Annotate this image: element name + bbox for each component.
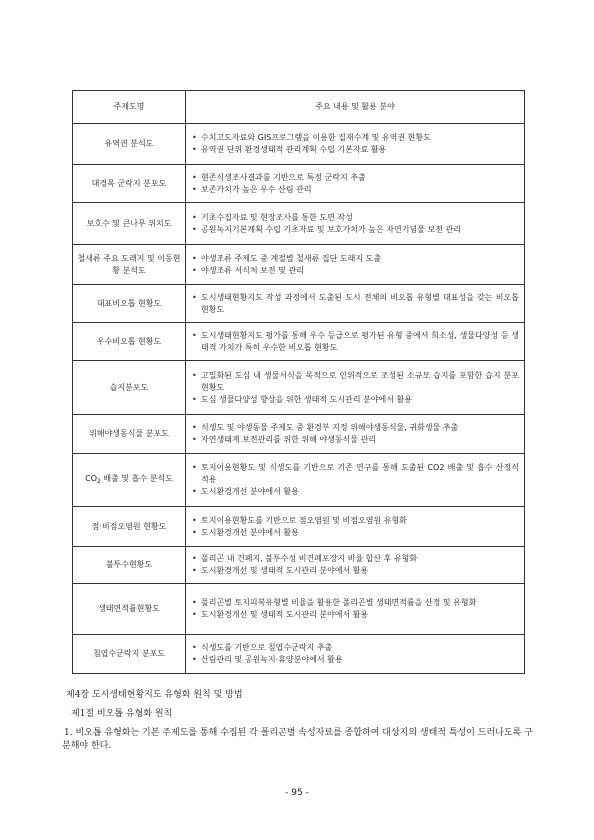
list-item: • 식생도를 기반으로 침엽수군락지 추출 <box>192 642 519 654</box>
list-item: • 유역권 단위 환경생태적 관리계획 수립 기본자료 활용 <box>192 144 519 156</box>
row-topic: 철새류 주요 도래지 및 이동현황 분석도 <box>73 245 186 285</box>
header-content: 주요 내용 및 활용 분야 <box>186 91 525 124</box>
list-item: • 도시환경개선 및 생태적 도시관리 분야에서 활용 <box>192 565 519 577</box>
table-body <box>73 124 525 674</box>
table-row <box>73 507 525 547</box>
list-item: • 토지이용현황도를 기반으로 점오염원 및 비점오염원 유형화 <box>192 515 519 527</box>
themes-table <box>72 90 525 674</box>
content-list <box>192 253 519 277</box>
table-row <box>73 547 525 584</box>
row-content <box>186 454 525 507</box>
list-item: • 도시생태현황지도 평가를 통해 우수 등급으로 평가된 유형 중에서 희소성, 생물다양성 등 생태적 가치가 특히 우수한 비오톱 현황도 <box>192 330 519 354</box>
content-list <box>192 515 519 539</box>
content-list <box>192 553 519 577</box>
row-topic: 생태면적률현황도 <box>73 584 186 635</box>
list-item: • 도심 생물다양성 향상을 위한 생태적 도시관리 분야에서 활용 <box>192 394 519 406</box>
row-content <box>186 245 525 285</box>
content-list <box>192 172 519 196</box>
row-topic: 위해야생동식물 분포도 <box>73 415 186 454</box>
list-item: • 수치고도자료와 GIS프로그램을 이용한 집재수계 및 유역권 현황도 <box>192 132 519 144</box>
row-topic: 보호수 및 큰나무 위치도 <box>73 203 186 245</box>
content-list <box>192 422 519 446</box>
row-content <box>186 285 525 323</box>
section-heading: 제1절 비오톱 유형화 원칙 <box>71 709 173 719</box>
content-list <box>192 132 519 156</box>
row-topic: 습지분포도 <box>73 361 186 415</box>
row-topic: 침엽수군락지 분포도 <box>73 635 186 674</box>
content-list <box>192 212 519 236</box>
header-topic: 주제도명 <box>73 91 186 124</box>
table-row <box>73 245 525 285</box>
list-item: • 폴리곤별 토지피복유형별 비율을 활용한 폴리곤별 생태면적률을 산정 및 유형화 <box>192 597 519 609</box>
row-content <box>186 584 525 635</box>
list-item: • 도시환경개선 분야에서 활용 <box>192 527 519 539</box>
list-item: • 도시생태현황지도 작성 과정에서 도출된 도시 전체의 비오톱 유형별 대표성을 갖는 비오톱 현황도 <box>192 292 519 316</box>
list-item: • 현존식생조사결과를 기반으로 특정 군락지 추출 <box>192 172 519 184</box>
row-topic: 유역권 분석도 <box>73 124 186 165</box>
topic-rest: 배출 및 흡수 분석도 <box>100 473 173 483</box>
table-row <box>73 584 525 635</box>
list-item: • 공원녹지기본계획 수립 기초자료 및 보호가치가 높은 자연기념물 보전 관리 <box>192 224 519 236</box>
content-list <box>192 330 519 354</box>
list-item: • 고밀화된 도심 내 생물서식을 목적으로 인위적으로 조성된 소규모 습지를 포함한 습지 분포 현황도 <box>192 370 519 394</box>
content-list <box>192 462 519 498</box>
list-item: • 식생도 및 야생동물 주제도 중 환경부 지정 위해야생동식물, 귀화생물 추출 <box>192 422 519 434</box>
row-content <box>186 507 525 547</box>
body-paragraph: 1. 비오톱 유형화는 기본 주제도를 통해 수집된 각 폴리곤별 속성자료를 종합하여 대상지의 생태적 특성이 드러나도록 구분해야 한다. <box>62 728 533 751</box>
table-row <box>73 635 525 674</box>
row-content <box>186 124 525 165</box>
table-row <box>73 323 525 361</box>
topic-main: CO <box>85 473 98 483</box>
list-item: • 도시환경개선 분야에서 활용 <box>192 486 519 498</box>
table-row <box>73 124 525 165</box>
list-item: • 폴리곤 내 건폐지, 불투수성 비건폐포장지 비율 합산 후 유형화 <box>192 553 519 565</box>
list-item: • 야생조류 서식처 보전 및 관리 <box>192 265 519 277</box>
row-content <box>186 165 525 203</box>
page-number: - 95 - <box>285 788 309 798</box>
content-list <box>192 597 519 621</box>
row-content <box>186 203 525 245</box>
row-content <box>186 415 525 454</box>
row-content <box>186 323 525 361</box>
row-topic <box>73 454 186 507</box>
content-list <box>192 370 519 406</box>
row-topic: 우수비오톱 현황도 <box>73 323 186 361</box>
row-content <box>186 547 525 584</box>
row-content <box>186 635 525 674</box>
content-list <box>192 642 519 666</box>
table-header-row <box>73 91 525 124</box>
list-item: • 산림관리 및 공원녹지·휴양분야에서 활용 <box>192 654 519 666</box>
row-content <box>186 361 525 415</box>
table-row <box>73 454 525 507</box>
list-item: • 보존가치가 높은 우수 산림 관리 <box>192 184 519 196</box>
topic-subscript: 2 <box>97 477 101 485</box>
list-item: • 토지이용현황도 및 식생도를 기반으로 기존 연구를 통해 도출된 CO2 배출 및 흡수 산정식 적용 <box>192 462 519 486</box>
table-row <box>73 165 525 203</box>
table-row <box>73 203 525 245</box>
row-topic: 대표비오톱 현황도 <box>73 285 186 323</box>
row-topic: 점·비점오염원 현황도 <box>73 507 186 547</box>
list-item: • 도시환경개선 및 생태적 도시관리 분야에서 활용 <box>192 609 519 621</box>
list-item: • 자연생태계 보전관리를 위한 위해 야생동식물 관리 <box>192 434 519 446</box>
list-item: • 기초수집자료 및 현장조사를 통한 도면 작성 <box>192 212 519 224</box>
row-topic: 대경목 군락지 분포도 <box>73 165 186 203</box>
table-row <box>73 361 525 415</box>
list-item: • 야생조류 주제도 중 계절별 철새류 집단 도래지 도출 <box>192 253 519 265</box>
table-row <box>73 285 525 323</box>
content-list <box>192 292 519 316</box>
chapter-heading: 제4장 도시생태현황지도 유형화 원칙 및 방법 <box>66 690 243 700</box>
table-row <box>73 415 525 454</box>
row-topic: 불투수현황도 <box>73 547 186 584</box>
